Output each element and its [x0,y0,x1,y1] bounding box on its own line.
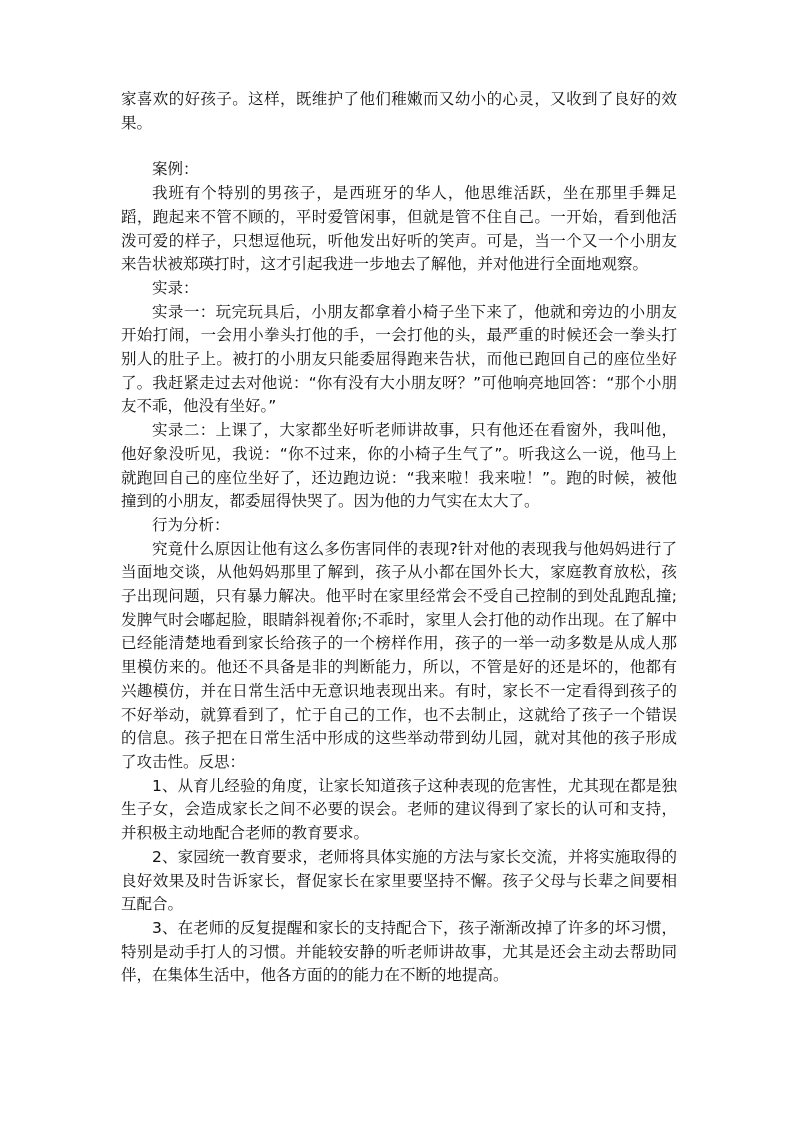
paragraph-reflection-one: 1、从育儿经验的角度，让家长知道孩子这种表现的危害性，尤其现在都是独生子女，会造成家长之间不必要的误会。老师的建议得到了家长的认可和支持，并积极主动地配合老师的教育要求。 [121,776,677,843]
paragraph-reflection-two: 2、家园统一教育要求，老师将具体实施的方法与家长交流，并将实施取得的良好效果及时告诉家长，督促家长在家里要坚持不懈。孩子父母与长辈之间要相互配合。 [121,847,677,914]
paragraph-gap [121,135,677,158]
heading-record: 实录： [152,278,199,297]
heading-behavior-analysis: 行为分析： [152,515,230,534]
paragraph-behavior-analysis: 究竟什么原因让他有这么多伤害同伴的表现?针对他的表现我与他妈妈进行了当面地交谈，从他妈妈那里了解到，孩子从小都在国外长大，家庭教育放松，孩子出现问题，只有暴力解决。他平时在家里经常会不受自己控制的到处乱跑乱撞;发脾气时会嘟起脸，眼睛斜视着你;不乖时，家里人会打他的动作出现。在了解中已经能清楚地看到家长给孩子的一个榜样作用，孩子的一举一动多数是从成人那里模仿来的。他还不具备是非的判断能力，所以，不管是好的还是坏的，他都有兴趣模仿，并在日常生活中无意识地表现出来。有时，家长不一定看得到孩子的不好举动，就算看到了，忙于自己的工作，也不去制止，这就给了孩子一个错误的信息。孩子把在日常生活中形成的这些举动带到幼儿园，就对其他的孩子形成了攻击性。反思： [121,539,677,771]
paragraph-reflection-three: 3、在老师的反复提醒和家长的支持配合下，孩子渐渐改掉了许多的坏习惯，特别是动手打人的习惯。并能较安静的听老师讲故事，尤其是还会主动去帮助同伴，在集体生活中，他各方面的的能力在不断的地提高。 [121,918,677,985]
heading-case: 案例： [152,160,199,179]
document-body [121,88,677,988]
paragraph-case-intro: 我班有个特别的男孩子，是西班牙的华人，他思维活跃，坐在那里手舞足蹈，跑起来不管不顾的，平时爱管闲事，但就是管不住自己。一开始，看到他活泼可爱的样子，只想逗他玩，听他发出好听的笑声。可是，当一个又一个小朋友来告状被郑瑛打时，这才引起我进一步地去了解他，并对他进行全面地观察。 [121,184,677,274]
paragraph-record-one: 实录一：玩完玩具后，小朋友都拿着小椅子坐下来了，他就和旁边的小朋友开始打闹，一会用小拳头打他的手，一会打他的头，最严重的时候还会一拳头打别人的肚子上。被打的小朋友只能委屈得跑来告状，而他已跑回自己的座位坐好了。我赶紧走过去对他说：“你有没有大小朋友呀？”可他响亮地回答：“那个小朋友不乖，他没有坐好。” [121,302,677,416]
paragraph-continuation: 家喜欢的好孩子。这样，既维护了他们稚嫩而又幼小的心灵，又收到了良好的效果。 [121,90,677,132]
paragraph-record-two: 实录二：上课了，大家都坐好听老师讲故事，只有他还在看窗外，我叫他，他好象没听见，我说：“你不过来，你的小椅子生气了”。听我这么一说，他马上就跑回自己的座位坐好了，还边跑边说：“我来啦！我来啦！”。跑的时候，被他撞到的小朋友，都委屈得快哭了。因为他的力气实在太大了。 [121,421,677,511]
